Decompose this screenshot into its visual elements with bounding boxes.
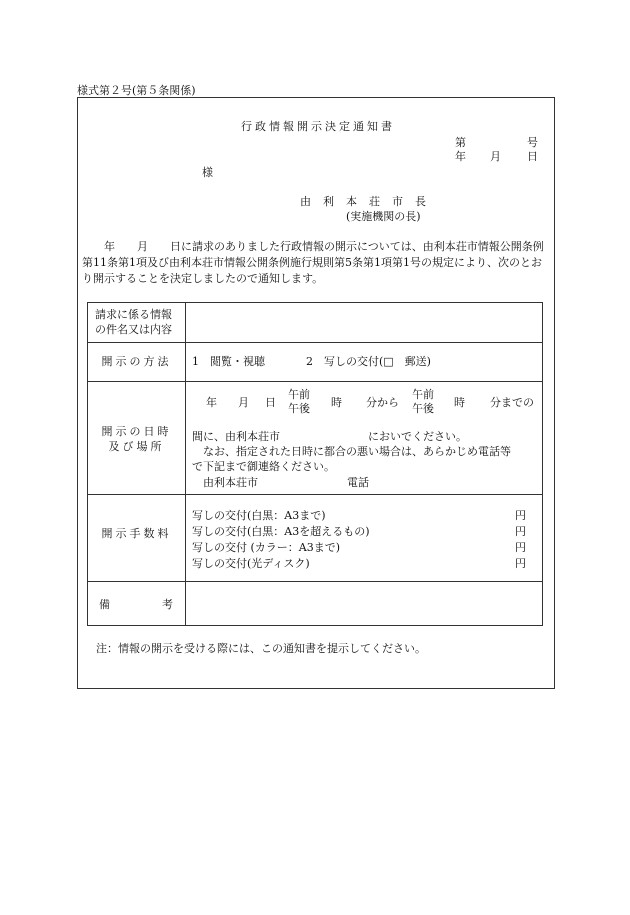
contact-phone: 電話 <box>347 476 369 489</box>
note-line1: なお、指定された日時に都合の悪い場合は、あらかじめ電話等 <box>192 445 511 458</box>
until-text: 分までの <box>490 396 534 409</box>
contact-city: 由利本荘市 <box>203 476 258 489</box>
schedule-label-line1: 開示の日時 <box>101 425 172 438</box>
schedule-month: 月 <box>238 396 249 409</box>
fee-unit: 円 <box>515 557 526 570</box>
start-hour: 時 <box>331 396 342 409</box>
row-divider <box>88 342 542 343</box>
remarks-label-right: 考 <box>162 598 173 611</box>
number-dai: 第 <box>455 136 466 149</box>
schedule-day: 日 <box>265 396 276 409</box>
row-divider <box>88 494 542 495</box>
start-ampm <box>288 388 310 416</box>
date-month: 月 <box>490 150 501 163</box>
place-line: 間に、由利本荘市 においでください。 <box>192 430 467 443</box>
schedule-label-line2: 及び場所 <box>108 440 165 453</box>
note-line2: で下記まで御連絡ください。 <box>192 460 335 473</box>
intro-text: 年 月 日に請求のありました行政情報の開示については、由利本荘市情報公開条例第11条第1項及び由利本荘市情報公開条例施行規則第5条第1項第1号の規定により、次のとおり開示することを決定しましたので通知します。 <box>82 240 544 285</box>
fee-name: 写しの交付(白黒：A3を超えるもの) <box>192 525 370 538</box>
date-day: 日 <box>527 150 538 163</box>
fee-name: 写しの交付(白黒：A3まで) <box>192 509 326 522</box>
method-option-copy: 2 写しの交付(□ 郵送) <box>306 355 431 368</box>
subject-label-line1: 請求に係る情報 <box>95 308 172 321</box>
sender-note: (実施機関の長) <box>346 210 421 223</box>
fee-unit: 円 <box>515 509 526 522</box>
method-option-view: 1 閲覧・視聴 <box>192 355 265 368</box>
row-divider <box>88 381 542 382</box>
fee-unit: 円 <box>515 525 526 538</box>
recipient-suffix: 様 <box>202 166 213 179</box>
document-title: 行政情報開示決定通知書 <box>241 120 395 133</box>
method-label: 開示の方法 <box>101 355 172 368</box>
end-am: 午前 <box>412 388 434 401</box>
fee-unit: 円 <box>515 541 526 554</box>
form-label: 様式第２号(第５条関係) <box>77 84 196 97</box>
fee-name: 写しの交付 (カラー：A3まで) <box>192 541 341 554</box>
date-year: 年 <box>455 150 466 163</box>
subject-label-line2: の件名又は内容 <box>95 323 172 336</box>
sender: 由利本荘市長 <box>300 195 438 208</box>
footnote: 注：情報の開示を受ける際には、この通知書を提示してください。 <box>96 642 426 655</box>
table-column-divider <box>185 303 186 625</box>
info-table <box>87 302 543 626</box>
row-divider <box>88 581 542 582</box>
number-go: 号 <box>527 136 538 149</box>
end-ampm <box>412 388 434 416</box>
start-am: 午前 <box>288 388 310 401</box>
end-pm: 午後 <box>412 402 434 415</box>
from-text: 分から <box>366 396 399 409</box>
schedule-year: 年 <box>206 396 217 409</box>
fee-name: 写しの交付(光ディスク) <box>192 557 310 570</box>
remarks-label-left: 備 <box>99 598 110 611</box>
end-hour: 時 <box>454 396 465 409</box>
fee-label: 開示手数料 <box>101 527 172 540</box>
start-pm: 午後 <box>288 402 310 415</box>
